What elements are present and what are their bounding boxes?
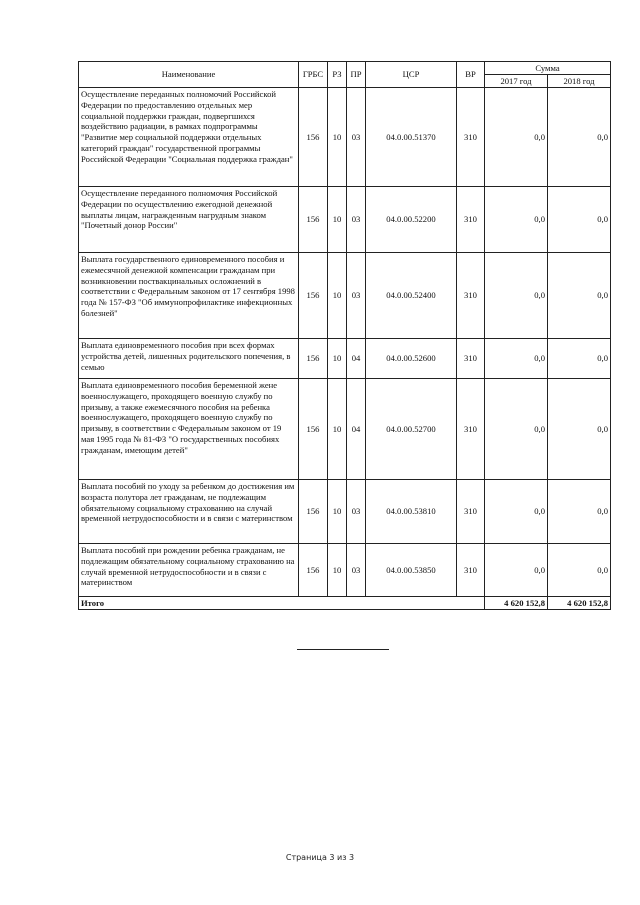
page-number: Страница 3 из 3	[285, 853, 355, 862]
row-vr: 310	[457, 544, 485, 597]
row-vr: 310	[457, 253, 485, 339]
table-row	[79, 379, 611, 480]
separator-line	[297, 649, 389, 650]
row-rz: 10	[328, 544, 347, 597]
row-sum-2018: 0,0	[548, 544, 611, 597]
header-sum: Сумма	[485, 62, 611, 75]
row-name: Выплата единовременного пособия беременной жене военнослужащего, проходящего военную службу по призыву, а также ежемесячного пособия на ребенка военнослужащего, проходящего военную службу по призыву, в соответствии с Федеральным законом от 19 мая 1995 года № 81-ФЗ "О государственных пособиях гражданам, имеющим детей"	[79, 379, 299, 480]
row-name: Выплата единовременного пособия при всех формах устройства детей, лишенных родительского попечения, в семью	[79, 339, 299, 379]
row-sum-2018: 0,0	[548, 480, 611, 544]
row-name: Выплата пособий по уходу за ребенком до достижения им возраста полутора лет гражданам, не подлежащим обязательному социальному страхованию на случай временной нетрудоспособности и в связи с материнством	[79, 480, 299, 544]
row-sum-2018: 0,0	[548, 253, 611, 339]
row-name: Выплата пособий при рождении ребенка гражданам, не подлежащим обязательному социальному страхованию на случай временной нетрудоспособности и в связи с материнством	[79, 544, 299, 597]
header-pr: ПР	[347, 62, 366, 88]
row-pr: 03	[347, 253, 366, 339]
row-grbs: 156	[299, 253, 328, 339]
budget-table	[78, 61, 611, 610]
total-sum-2018: 4 620 152,8	[548, 597, 611, 610]
row-grbs: 156	[299, 379, 328, 480]
row-pr: 03	[347, 480, 366, 544]
table-row	[79, 544, 611, 597]
row-rz: 10	[328, 88, 347, 187]
row-rz: 10	[328, 253, 347, 339]
row-vr: 310	[457, 339, 485, 379]
row-sum-2017: 0,0	[485, 544, 548, 597]
row-sum-2018: 0,0	[548, 88, 611, 187]
row-vr: 310	[457, 480, 485, 544]
row-csr: 04.0.00.52200	[366, 187, 457, 253]
header-rz: РЗ	[328, 62, 347, 88]
row-grbs: 156	[299, 88, 328, 187]
row-name: Выплата государственного единовременного пособия и ежемесячной денежной компенсации гражданам при возникновении поствакцинальных осложнений в соответствии с Федеральным законом от 17 сентября 1998 года № 157-ФЗ "Об иммунопрофилактике инфекционных болезней"	[79, 253, 299, 339]
row-csr: 04.0.00.52600	[366, 339, 457, 379]
header-vr: ВР	[457, 62, 485, 88]
header-year-2017: 2017 год	[485, 75, 548, 88]
total-label: Итого	[79, 597, 485, 610]
row-grbs: 156	[299, 544, 328, 597]
header-grbs: ГРБС	[299, 62, 328, 88]
row-csr: 04.0.00.53850	[366, 544, 457, 597]
row-pr: 03	[347, 88, 366, 187]
row-pr: 03	[347, 187, 366, 253]
row-name: Осуществление переданного полномочия Российской Федерации по осуществлению ежегодной денежной выплаты лицам, награжденным нагрудным знаком "Почетный донор России"	[79, 187, 299, 253]
row-vr: 310	[457, 379, 485, 480]
total-row	[79, 597, 611, 610]
row-sum-2017: 0,0	[485, 253, 548, 339]
row-rz: 10	[328, 339, 347, 379]
table-row	[79, 253, 611, 339]
table-row	[79, 187, 611, 253]
row-grbs: 156	[299, 187, 328, 253]
row-vr: 310	[457, 187, 485, 253]
row-csr: 04.0.00.51370	[366, 88, 457, 187]
row-sum-2018: 0,0	[548, 379, 611, 480]
row-pr: 04	[347, 339, 366, 379]
row-sum-2018: 0,0	[548, 187, 611, 253]
row-csr: 04.0.00.52400	[366, 253, 457, 339]
row-csr: 04.0.00.52700	[366, 379, 457, 480]
row-rz: 10	[328, 379, 347, 480]
header-csr: ЦСР	[366, 62, 457, 88]
header-year-2018: 2018 год	[548, 75, 611, 88]
header-name: Наименование	[79, 62, 299, 88]
row-pr: 03	[347, 544, 366, 597]
table-row	[79, 480, 611, 544]
row-grbs: 156	[299, 339, 328, 379]
row-sum-2017: 0,0	[485, 379, 548, 480]
table-row	[79, 88, 611, 187]
row-name: Осуществление переданных полномочий Российской Федерации по предоставлению отдельных мер социальной поддержки граждан, подвергшихся воздействию радиации, в рамках подпрограммы "Развитие мер социальной поддержки отдельных категорий граждан" государственной программы Российской Федерации "Социальная поддержка граждан"	[79, 88, 299, 187]
row-sum-2017: 0,0	[485, 187, 548, 253]
row-vr: 310	[457, 88, 485, 187]
row-sum-2017: 0,0	[485, 480, 548, 544]
row-rz: 10	[328, 480, 347, 544]
row-sum-2018: 0,0	[548, 339, 611, 379]
row-sum-2017: 0,0	[485, 88, 548, 187]
row-grbs: 156	[299, 480, 328, 544]
row-csr: 04.0.00.53810	[366, 480, 457, 544]
total-sum-2017: 4 620 152,8	[485, 597, 548, 610]
row-pr: 04	[347, 379, 366, 480]
row-sum-2017: 0,0	[485, 339, 548, 379]
row-rz: 10	[328, 187, 347, 253]
table-row	[79, 339, 611, 379]
